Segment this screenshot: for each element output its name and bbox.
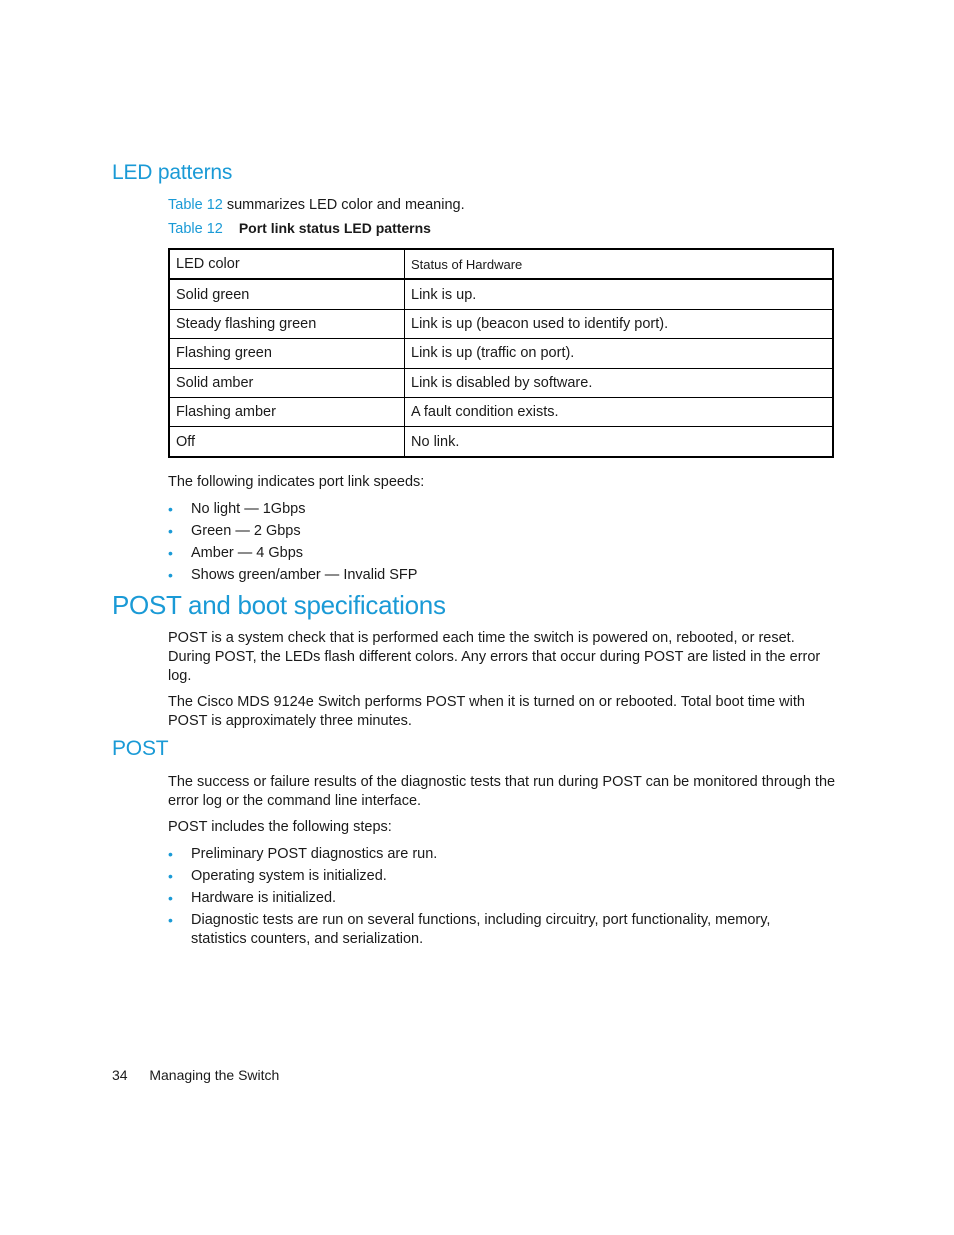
table-cell-led-color: Flashing green: [169, 339, 405, 368]
table-header-led-color: LED color: [169, 249, 405, 279]
chapter-title: Managing the Switch: [149, 1067, 280, 1083]
section-heading-led-patterns: LED patterns: [112, 161, 233, 184]
post-paragraph-1: The success or failure results of the diagnostic tests that run during POST can be monitored through the error log or the command line interface.: [168, 774, 836, 809]
list-item: • Amber — 4 Gbps: [168, 545, 304, 561]
table-12-link[interactable]: Table 12: [168, 197, 223, 213]
section-heading-post: POST: [112, 737, 169, 760]
speeds-intro: The following indicates port link speeds:: [168, 474, 425, 490]
table-row: [169, 279, 833, 309]
list-item: • No light — 1Gbps: [168, 501, 306, 517]
led-patterns-table: [168, 248, 834, 458]
post-paragraph-2: POST includes the following steps:: [168, 819, 392, 835]
table-cell-status: Link is up (beacon used to identify port).: [405, 309, 834, 338]
table-cell-led-color: Steady flashing green: [169, 309, 405, 338]
list-item: • Operating system is initialized.: [168, 868, 387, 884]
led-intro-text: summarizes LED color and meaning.: [222, 197, 465, 213]
section-heading-post-boot: POST and boot specifications: [112, 590, 446, 620]
table-cell-status: Link is up (traffic on port).: [405, 339, 834, 368]
table-cell-led-color: Off: [169, 427, 405, 457]
speeds-list: [168, 500, 828, 585]
list-item: • Shows green/amber — Invalid SFP: [168, 567, 418, 583]
table-caption: [168, 219, 431, 239]
bullet-icon: •: [168, 545, 173, 561]
table-cell-status: A fault condition exists.: [405, 397, 834, 426]
table-cell-led-color: Solid green: [169, 279, 405, 309]
table-cell-status: Link is up.: [405, 279, 834, 309]
table-header-status: Status of Hardware: [405, 249, 834, 279]
list-item: • Diagnostic tests are run on several functions, including circuitry, port functionality, memory, statistics counters, and serialization.: [168, 912, 771, 947]
post-boot-paragraph-1: POST is a system check that is performed each time the switch is powered on, rebooted, or reset. During POST, the LEDs flash different colors. Any errors that occur during POST are listed in the error log.: [168, 630, 821, 684]
table-row: [169, 309, 833, 338]
bullet-icon: •: [168, 912, 173, 928]
bullet-icon: •: [168, 890, 173, 906]
table-header-row: [169, 249, 833, 279]
table-cell-led-color: Flashing amber: [169, 397, 405, 426]
table-row: [169, 368, 833, 397]
table-cell-status: No link.: [405, 427, 834, 457]
bullet-icon: •: [168, 567, 173, 583]
table-row: [169, 427, 833, 457]
list-item: • Hardware is initialized.: [168, 890, 337, 906]
led-intro-paragraph: [168, 196, 465, 215]
post-steps-list: [168, 845, 818, 949]
list-item: • Green — 2 Gbps: [168, 523, 301, 539]
bullet-icon: •: [168, 501, 173, 517]
bullet-icon: •: [168, 846, 173, 862]
table-cell-led-color: Solid amber: [169, 368, 405, 397]
table-cell-status: Link is disabled by software.: [405, 368, 834, 397]
page-number: 34: [112, 1067, 128, 1083]
table-row: [169, 339, 833, 368]
table-caption-ref[interactable]: Table 12: [168, 221, 223, 237]
bullet-icon: •: [168, 868, 173, 884]
list-item: • Preliminary POST diagnostics are run.: [168, 846, 438, 862]
post-boot-paragraph-2: The Cisco MDS 9124e Switch performs POST when it is turned on or rebooted. Total boot time with POST is approximately three minutes.: [168, 694, 805, 729]
table-row: [169, 397, 833, 426]
table-caption-title: Port link status LED patterns: [238, 220, 431, 236]
page-footer: [112, 1067, 279, 1083]
bullet-icon: •: [168, 523, 173, 539]
